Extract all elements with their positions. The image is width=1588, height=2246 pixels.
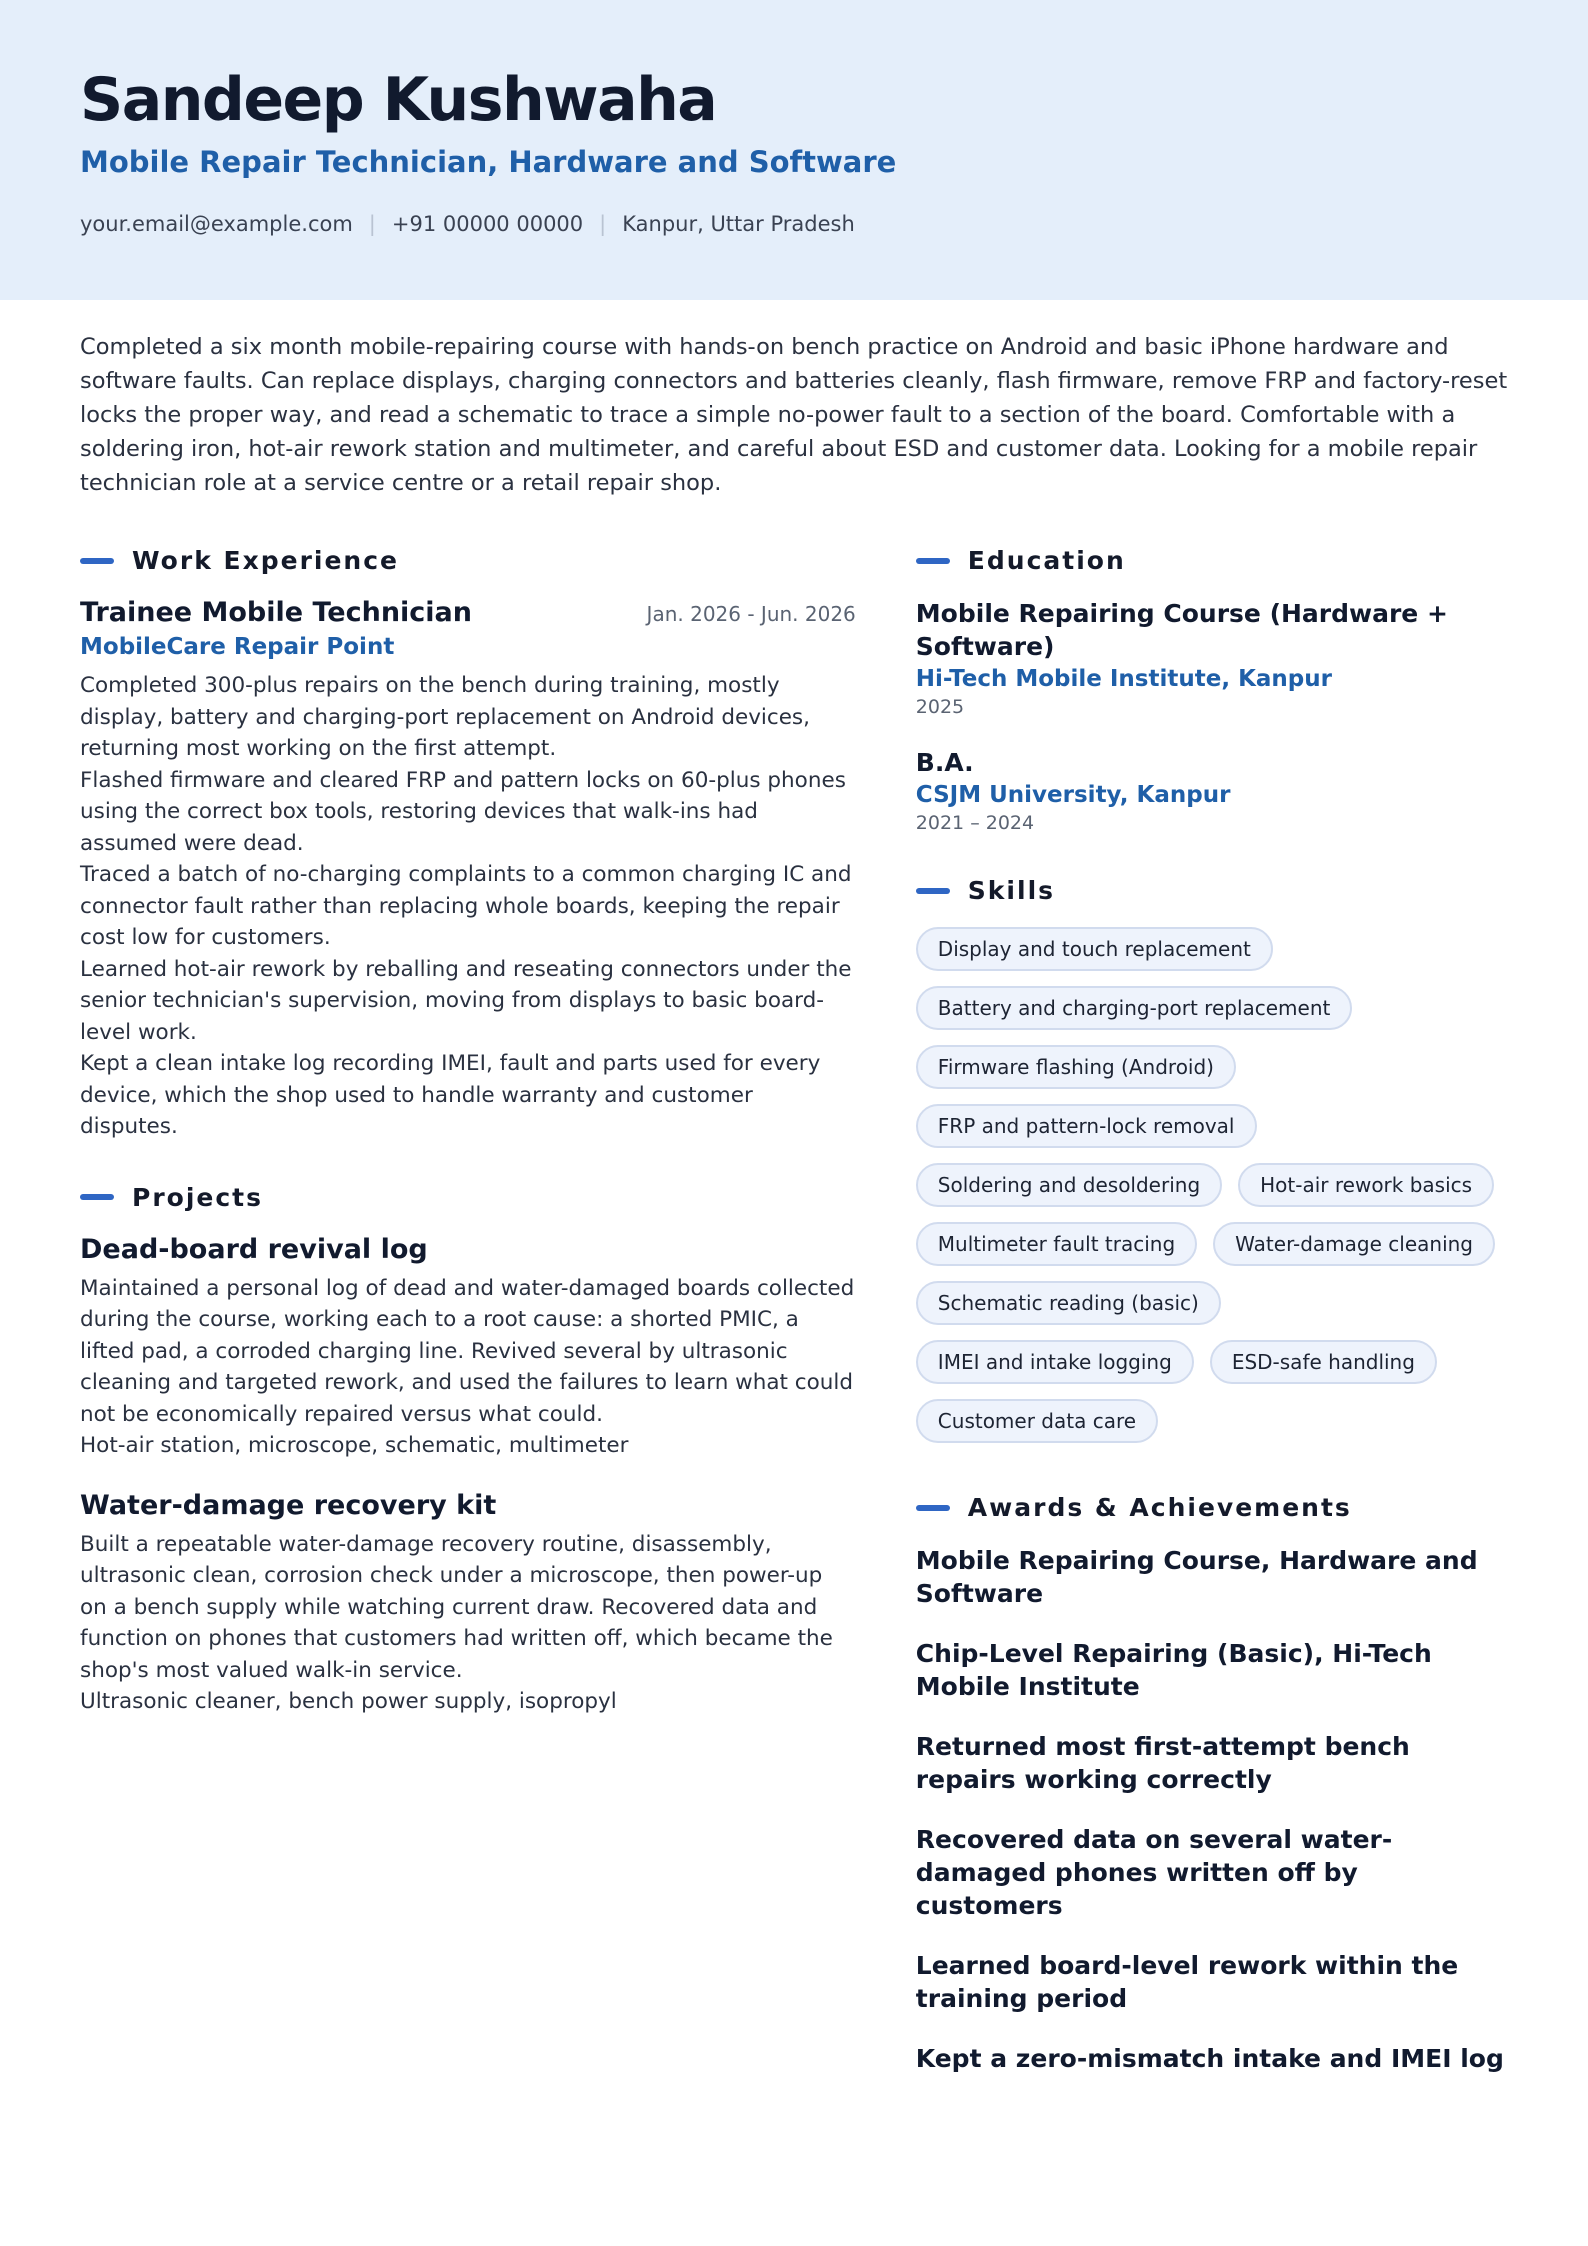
skill-chip: Display and touch replacement [916, 927, 1273, 971]
section-header [916, 1493, 1508, 1522]
award-item: Chip-Level Repairing (Basic), Hi-Tech Mobile Institute [915, 1639, 1432, 1701]
education-degree: Mobile Repairing Course (Hardware + Software) [915, 599, 1448, 661]
job-bullets [80, 670, 856, 1143]
award-item: Returned most first-attempt bench repairs working correctly [915, 1732, 1410, 1794]
section-header [80, 546, 856, 575]
project-title: Water-damage recovery kit [80, 1489, 497, 1521]
award-item: Mobile Repairing Course, Hardware and Software [915, 1546, 1478, 1608]
education-degree: B.A. [915, 748, 974, 777]
job-bullet: Flashed firmware and cleared FRP and pattern locks on 60-plus phones using the correct box tools, restoring devices that walk-ins had assumed were dead. [80, 767, 846, 856]
skill-chip: Firmware flashing (Android) [916, 1045, 1236, 1089]
contact-separator: | [368, 212, 376, 236]
section-title: Education [967, 546, 1126, 575]
contact-separator: | [599, 212, 607, 236]
right-column [916, 546, 1508, 2102]
professional-summary: Completed a six month mobile-repairing course with hands-on bench practice on Android and basic iPhone hardware and software faults. Can replace displays, charging connectors and batteries cleanly, flash firmware, remove FRP and factory-reset locks the proper way, and read a schematic to trace a simple no-power fault to a section of the board. Comfortable with a soldering iron, hot-air rework station and multimeter, and careful about ESD and customer data. Looking for a mobile repair technician role at a service centre or a retail repair shop. [80, 334, 1508, 496]
awards-section [916, 1493, 1508, 2075]
contact-location: Kanpur, Uttar Pradesh [622, 212, 855, 236]
job-company: MobileCare Repair Point [80, 634, 395, 660]
award-item: Learned board-level rework within the training period [915, 1951, 1459, 2013]
skill-chip: Battery and charging-port replacement [916, 986, 1353, 1030]
job-bullet: Kept a clean intake log recording IMEI, fault and parts used for every device, which the shop used to handle warranty and customer disputes. [80, 1051, 821, 1139]
contact-line [80, 212, 1508, 236]
education-year: 2021 – 2024 [915, 812, 1035, 834]
section-bar [916, 1505, 950, 1511]
contact-email[interactable]: your.email@example.com [80, 212, 353, 236]
left-column [80, 546, 856, 2102]
education-section [916, 546, 1508, 834]
skills-list [916, 927, 1508, 1443]
job-bullet: Learned hot-air rework by reballing and reseating connectors under the senior technician's supervision, moving from displays to basic board-level work. [80, 956, 852, 1045]
skill-chip: FRP and pattern-lock removal [916, 1104, 1257, 1148]
resume-body [0, 546, 1588, 2102]
education-school: CSJM University, Kanpur [915, 782, 1231, 808]
contact-phone[interactable]: +91 00000 00000 [391, 212, 584, 236]
job-header [80, 597, 856, 628]
candidate-role: Mobile Repair Technician, Hardware and Software [80, 145, 897, 179]
job-entry [80, 597, 856, 1143]
section-header [916, 876, 1508, 905]
skill-chip: Customer data care [916, 1399, 1158, 1443]
section-title: Work Experience [132, 546, 399, 575]
project-description: Maintained a personal log of dead and water-damaged boards collected during the course, working each to a root cause: a shorted PMIC, a lifted pad, a corroded charging line. Revived several by ultrasonic cleaning and targeted rework, and used the failures to learn what could not be economically repaired versus what could. [80, 1275, 855, 1427]
section-header [80, 1183, 856, 1212]
section-bar [80, 558, 114, 564]
job-bullet: Completed 300-plus repairs on the bench during training, mostly display, battery and charging-port replacement on Android devices, returning most working on the first attempt. [80, 673, 810, 761]
education-entry [916, 746, 1508, 834]
skill-chip: ESD-safe handling [1210, 1340, 1437, 1384]
project-tools: Hot-air station, microscope, schematic, multimeter [80, 1433, 629, 1458]
section-header [916, 546, 1508, 575]
skill-chip: Soldering and desoldering [916, 1163, 1222, 1207]
section-title: Awards & Achievements [967, 1493, 1352, 1522]
resume-header [0, 0, 1588, 300]
skill-chip: IMEI and intake logging [916, 1340, 1194, 1384]
skill-chip: Water-damage cleaning [1213, 1222, 1495, 1266]
job-bullet: Traced a batch of no-charging complaints to a common charging IC and connector fault rather than replacing whole boards, keeping the repair cost low for customers. [80, 862, 852, 950]
section-bar [80, 1194, 114, 1200]
education-entry [916, 597, 1508, 718]
award-item: Kept a zero-mismatch intake and IMEI log [915, 2044, 1504, 2073]
section-title: Projects [132, 1182, 264, 1212]
job-dates: Jan. 2026 - Jun. 2026 [646, 602, 856, 626]
job-title: Trainee Mobile Technician [80, 597, 473, 628]
skill-chip: Schematic reading (basic) [916, 1281, 1221, 1325]
skill-chip: Multimeter fault tracing [916, 1222, 1197, 1266]
section-bar [916, 558, 950, 564]
project-title: Dead-board revival log [80, 1233, 428, 1265]
project-entry [80, 1234, 856, 1462]
skill-chip: Hot-air rework basics [1238, 1163, 1494, 1207]
project-entry [80, 1490, 856, 1718]
skills-section [916, 876, 1508, 1443]
project-tools: Ultrasonic cleaner, bench power supply, isopropyl [80, 1689, 617, 1714]
education-school: Hi-Tech Mobile Institute, Kanpur [915, 666, 1332, 692]
projects-section [80, 1183, 856, 1718]
project-description: Built a repeatable water-damage recovery routine, disassembly, ultrasonic clean, corrosion check under a microscope, then power-up on a bench supply while watching current draw. Recovered data and function on phones that customers had written off, which became the shop's most valued walk-in service. [80, 1531, 833, 1683]
section-title: Skills [967, 876, 1056, 905]
award-item: Recovered data on several water-damaged phones written off by customers [915, 1825, 1393, 1920]
section-bar [916, 888, 950, 894]
work-experience-section [80, 546, 856, 1143]
education-year: 2025 [915, 696, 965, 718]
candidate-name: Sandeep Kushwaha [80, 65, 717, 135]
